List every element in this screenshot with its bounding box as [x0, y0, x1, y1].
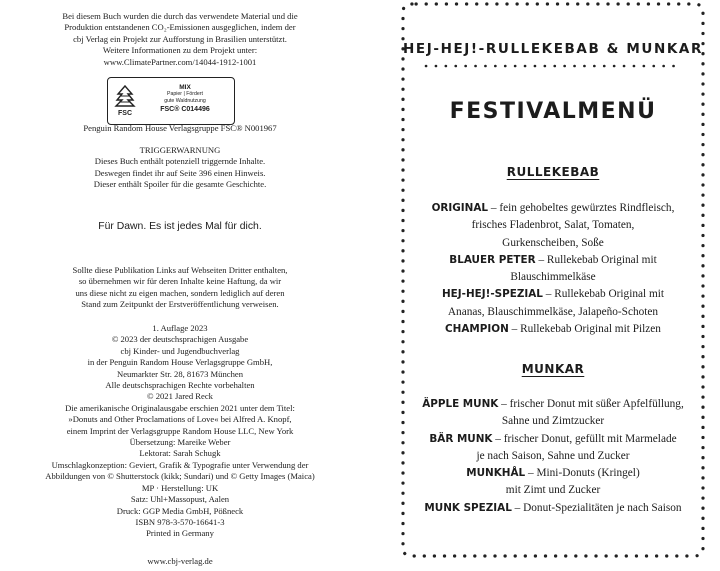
imprint-line: MP · Herstellung: UK	[141, 482, 219, 493]
menu-item	[400, 500, 706, 517]
menu-item-name: MUNK SPEZIAL	[424, 501, 512, 514]
menu-item-desc: Blauschimmelkäse	[510, 271, 596, 284]
imprint-line: Umschlagkonzeption: Geviert, Grafik & Typografie unter Verwendung der	[51, 459, 309, 470]
menu-header: HEJ-HEJ!-RULLEKEBAB & MUNKAR	[403, 41, 703, 57]
menu-item-name: BÄR MUNK	[429, 432, 493, 445]
trigger-warning	[0, 145, 360, 191]
menu-item-desc: – Rullekebab Original mit	[545, 288, 665, 301]
dedication	[0, 220, 360, 234]
section-heading-munkar: MUNKAR	[521, 362, 585, 376]
fsc-paper-line: Papier | Fördert	[167, 91, 203, 97]
publisher-fsc	[0, 123, 360, 134]
imprint-line: Alle deutschsprachigen Rechte vorbehalten	[105, 380, 255, 391]
imprint-line: Druck: GGP Media GmbH, Pößneck	[116, 505, 244, 516]
menu-item-name: CHAMPION	[445, 323, 509, 336]
section-heading-rullekebab: RULLEKEBAB	[506, 165, 600, 179]
fsc-logo-text: FSC	[118, 110, 132, 117]
menu-item-desc: je nach Saison, Sahne und Zucker	[476, 449, 630, 462]
menu-item-desc: – Mini-Donuts (Kringel)	[528, 467, 640, 480]
links-disclaimer	[0, 265, 360, 311]
menu-item-name: ÄPPLE MUNK	[422, 398, 499, 410]
website	[0, 556, 360, 567]
menu-item-desc: – frischer Donut mit süßer Apfelfüllung,	[501, 398, 684, 410]
imprint-line: ISBN 978-3-570-16641-3	[135, 516, 225, 527]
fsc-paper-line: gute Waldnutzung	[164, 98, 206, 104]
climate-url: www.ClimatePartner.com/14044-1912-1001	[103, 56, 257, 67]
publisher-fsc-text: Penguin Random House Verlagsgruppe FSC® N001967	[83, 123, 277, 133]
climate-line: Produktion entstandenen CO₂-Emissionen ausgeglichen, indem der	[64, 22, 296, 33]
menu-item-desc: frisches Fladenbrot, Salat, Tomaten,	[471, 219, 635, 232]
fsc-tree-logo-icon	[114, 84, 136, 118]
disclaimer-line: Stand zum Zeitpunkt der Erstveröffentlichung verweisen.	[81, 299, 279, 310]
disclaimer-line: so übernehmen wir für deren Inhalte keine Haftung, da wir	[78, 276, 282, 287]
fsc-code: FSC® C014496	[160, 106, 210, 113]
menu-item-desc: Sahne und Zimtzucker	[501, 415, 605, 428]
trigger-heading: TRIGGERWARNUNG	[139, 145, 221, 155]
imprint-line: cbj Kinder- und Jugendbuchverlag	[120, 345, 240, 356]
imprint-line: einem Imprint der Verlagsgruppe Random House LLC, New York	[66, 425, 294, 436]
menu-item-desc: Gurkenscheiben, Soße	[502, 236, 604, 249]
menu-item	[400, 321, 706, 338]
trigger-line: Dieser enthält Spoiler für die gesamte Geschichte.	[93, 179, 267, 190]
imprint-line: © 2021 Jared Reck	[147, 391, 213, 402]
menu-item-desc: mit Zimt und Zucker	[505, 484, 601, 497]
imprint-line: Abbildungen von © Shutterstock (kikk; Sundari) und © Getty Images (Maica)	[45, 471, 315, 482]
rullekebab-items	[400, 200, 706, 338]
menu-item-desc: – Rullekebab Original mit Pilzen	[511, 323, 661, 336]
menu-item-desc: – fein gehobeltes gewürztes Rindfleisch,	[490, 202, 675, 214]
fsc-label-text	[140, 84, 230, 113]
climate-line: Bei diesem Buch wurden die durch das verwendete Material und die	[62, 11, 298, 21]
imprint-line: Printed in Germany	[146, 528, 214, 539]
imprint-line: 1. Auflage 2023	[152, 323, 208, 333]
munkar-items	[400, 396, 706, 517]
menu-item-desc: Ananas, Blauschimmelkäse, Jalapeño-Schoten	[447, 305, 659, 318]
imprint-line: in der Penguin Random House Verlagsgruppe GmbH,	[87, 357, 273, 368]
climate-line: cbj Verlag ein Projekt zur Aufforstung in Brasilien unterstützt.	[73, 33, 287, 44]
imprint-line: Die amerikanische Originalausgabe erschien 2021 unter dem Titel:	[65, 402, 295, 413]
climate-notice	[0, 11, 360, 68]
imprint	[0, 323, 360, 540]
menu-item-desc: – Donut-Spezialitäten je nach Saison	[514, 501, 682, 514]
imprint-line: © 2023 der deutschsprachigen Ausgabe	[111, 334, 249, 345]
trigger-line: Deswegen findet ihr auf Seite 396 einen Hinweis.	[94, 167, 266, 178]
menu-item	[400, 396, 706, 431]
menu-item	[400, 252, 706, 287]
menu-item	[400, 431, 706, 466]
imprint-line: Lektorat: Sarah Schugk	[139, 448, 221, 459]
fsc-label	[107, 77, 235, 125]
imprint-line: Satz: Uhl+Massopust, Aalen	[130, 494, 230, 505]
menu-item-name: HEJ-HEJ!-SPEZIAL	[441, 288, 543, 301]
menu-title: FESTIVALMENÜ	[449, 99, 657, 124]
menu-item	[400, 286, 706, 321]
trigger-line: Dieses Buch enthält potenziell triggernde Inhalte.	[94, 156, 266, 167]
fsc-mix: MIX	[179, 84, 191, 91]
menu-item-desc: – frischer Donut, gefüllt mit Marmelade	[495, 432, 677, 445]
disclaimer-line: Sollte diese Publikation Links auf Webseiten Dritter enthalten,	[72, 265, 288, 275]
menu-item	[400, 200, 706, 252]
dedication-text: Für Dawn. Es ist jedes Mal für dich.	[98, 221, 262, 232]
website-url: www.cbj-verlag.de	[147, 556, 213, 566]
imprint-line: Neumarkter Str. 28, 81673 München	[116, 368, 244, 379]
menu-item-name: ORIGINAL	[431, 202, 489, 214]
menu-item	[400, 465, 706, 500]
menu-item-desc: – Rullekebab Original mit	[538, 253, 657, 266]
menu-page	[400, 0, 720, 571]
climate-line: Weitere Informationen zu dem Projekt unter:	[102, 45, 258, 56]
imprint-line: Übersetzung: Mareike Weber	[129, 437, 231, 448]
imprint-line: »Donuts and Other Proclamations of Love« bei Alfred A. Knopf,	[68, 414, 292, 425]
disclaimer-line: uns diese nicht zu eigen machen, sondern lediglich auf deren	[75, 287, 285, 298]
menu-item-name: MUNKHÅL	[466, 467, 526, 480]
menu-item-name: BLAUER PETER	[449, 253, 536, 266]
